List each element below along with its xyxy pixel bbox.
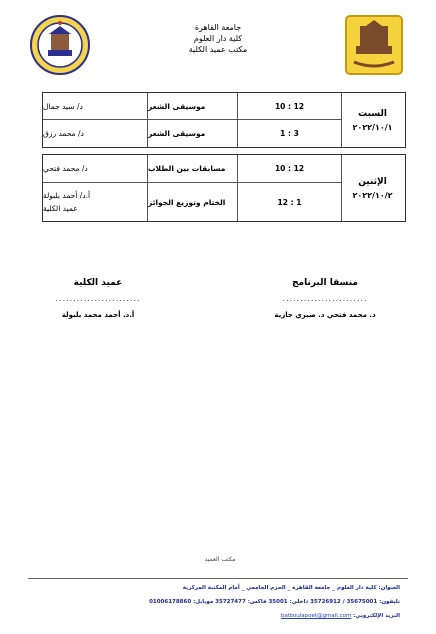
footer-divider <box>28 578 408 579</box>
footer-office: مكتب العميد <box>204 556 236 563</box>
table-row <box>43 93 342 120</box>
instructor-title: عميد الكلية <box>43 204 78 213</box>
footer-email-line <box>40 613 400 619</box>
time-cell: 1 : 3 <box>238 120 342 147</box>
day-cell <box>340 93 405 147</box>
office-name: مكتب عميد الكلية <box>188 45 248 54</box>
dean-title: عميد الكلية <box>73 278 123 288</box>
time-cell: 10 : 12 <box>238 93 342 119</box>
dean-name: أ.د. أحمد محمد بلبولة <box>61 311 135 319</box>
email-link[interactable]: balboulapoet@gmail.com <box>281 613 352 619</box>
coordinators-title: منسقا البرنامج <box>292 278 358 288</box>
time-cell: 10 : 12 <box>238 155 342 182</box>
university-name: جامعة القاهرة <box>194 23 242 32</box>
signature-line: ........................ <box>282 294 368 303</box>
day-name: الإثنين <box>358 176 387 187</box>
instructor-cell: د/ سيد جمال <box>43 93 148 119</box>
instructor-cell <box>43 183 148 221</box>
coordinators-names: د. محمد فتحي د. صبري جازية <box>274 311 376 319</box>
day-date: ٢٠٢٢/١٠/٢ <box>352 190 393 200</box>
day-cell <box>340 155 405 221</box>
day-name: السبت <box>358 108 387 119</box>
day-block-monday <box>42 154 406 222</box>
day-block-saturday <box>42 92 406 148</box>
event-cell: مسابقات بين الطلاب <box>148 155 238 182</box>
dean-signature <box>38 278 158 319</box>
event-cell: موسيقى الشعر <box>148 93 238 119</box>
footer-phones: تليفون: 35675001 / 35726912 داخلي: 35001 فاكس: 35727477 موبايل: 01006178860 <box>149 599 400 605</box>
faculty-name: كلية دار العلوم <box>193 34 243 43</box>
coordinators-signature <box>250 278 400 319</box>
table-row <box>43 120 342 147</box>
instructor-name: أ.د/ أحمد بلبولة <box>43 191 91 200</box>
signature-line: ........................ <box>55 294 141 303</box>
email-label: البريد الإلكتروني: <box>353 613 400 619</box>
event-cell: الختام وتوزيع الجوائز <box>148 183 238 221</box>
event-cell: موسيقى الشعر <box>148 120 238 147</box>
cairo-university-logo <box>344 14 404 76</box>
table-row <box>43 155 342 183</box>
time-cell: 12 : 1 <box>238 183 342 221</box>
faculty-seal-logo <box>30 14 90 76</box>
letterhead <box>0 0 436 86</box>
day-date: ٢٠٢٢/١٠/١ <box>352 122 393 132</box>
instructor-cell: د/ محمد فتحي <box>43 155 148 182</box>
table-row <box>43 183 342 221</box>
footer-address: العنوان: كلية دار العلوم _ جامعة القاهرة _ الحرم الجامعي _ أمام المكتبة المركزية <box>182 585 400 591</box>
letterhead-text <box>150 22 286 55</box>
instructor-cell: د/ محمد رزق <box>43 120 148 147</box>
